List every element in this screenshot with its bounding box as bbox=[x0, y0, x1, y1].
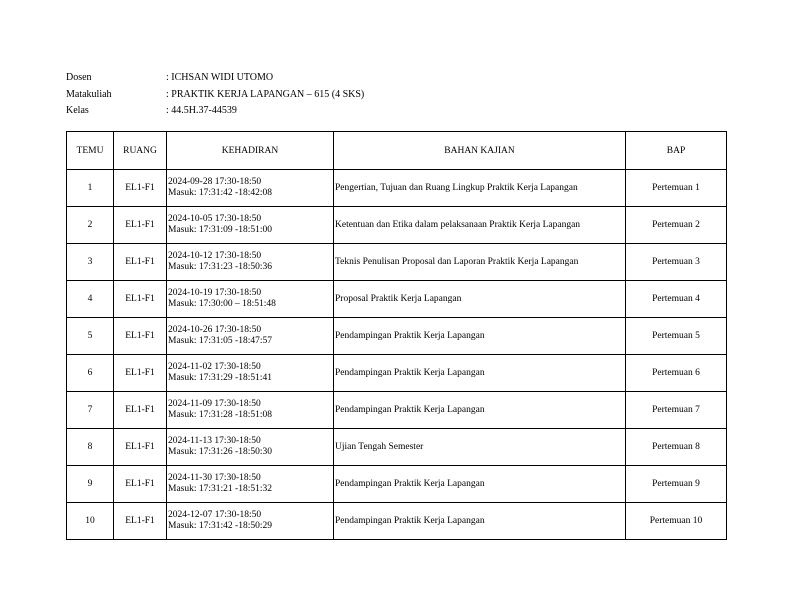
ruang-cell: EL1-F1 bbox=[114, 466, 167, 503]
dosen-value: : ICHSAN WIDI UTOMO bbox=[166, 72, 274, 83]
jadwal-text: 2024-11-02 17:30-18:50 bbox=[168, 362, 261, 372]
kelas-row bbox=[66, 103, 364, 120]
dosen-row bbox=[66, 70, 364, 87]
kehadiran-cell bbox=[167, 318, 334, 355]
table-row bbox=[67, 281, 727, 318]
kehadiran-cell bbox=[167, 244, 334, 281]
temu-cell: 6 bbox=[67, 355, 114, 392]
bahan-kajian-cell: Proposal Praktik Kerja Lapangan bbox=[334, 281, 626, 318]
course-info bbox=[66, 70, 364, 120]
table-row bbox=[67, 503, 727, 540]
temu-cell: 3 bbox=[67, 244, 114, 281]
temu-cell: 5 bbox=[67, 318, 114, 355]
ruang-cell: EL1-F1 bbox=[114, 429, 167, 466]
matakuliah-value: : PRAKTIK KERJA LAPANGAN – 615 (4 SKS) bbox=[166, 88, 365, 100]
bap-cell: Pertemuan 10 bbox=[626, 503, 727, 540]
kehadiran-cell bbox=[167, 207, 334, 244]
masuk-text: Masuk: 17:31:42 -18:50:29 bbox=[168, 521, 272, 531]
table-row bbox=[67, 466, 727, 503]
ruang-cell: EL1-F1 bbox=[114, 281, 167, 318]
column-header-temu: TEMU bbox=[67, 132, 114, 170]
kehadiran-cell bbox=[167, 466, 334, 503]
column-header-ruang: RUANG bbox=[114, 132, 167, 170]
ruang-cell: EL1-F1 bbox=[114, 355, 167, 392]
table-row bbox=[67, 429, 727, 466]
jadwal-text: 2024-10-19 17:30-18:50 bbox=[168, 288, 262, 298]
bap-cell: Pertemuan 8 bbox=[626, 429, 727, 466]
bahan-kajian-cell: Pendampingan Praktik Kerja Lapangan bbox=[334, 355, 626, 392]
bahan-kajian-cell: Pendampingan Praktik Kerja Lapangan bbox=[334, 466, 626, 503]
jadwal-text: 2024-11-09 17:30-18:50 bbox=[168, 399, 261, 409]
jadwal-text: 2024-09-28 17:30-18:50 bbox=[168, 177, 262, 187]
bap-cell: Pertemuan 3 bbox=[626, 244, 727, 281]
ruang-cell: EL1-F1 bbox=[114, 318, 167, 355]
bahan-kajian-cell: Pengertian, Tujuan dan Ruang Lingkup Praktik Kerja Lapangan bbox=[334, 170, 626, 207]
ruang-cell: EL1-F1 bbox=[114, 170, 167, 207]
bahan-kajian-cell: Ketentuan dan Etika dalam pelaksanaan Praktik Kerja Lapangan bbox=[334, 207, 626, 244]
jadwal-text: 2024-10-26 17:30-18:50 bbox=[168, 325, 262, 335]
kehadiran-cell bbox=[167, 392, 334, 429]
ruang-cell: EL1-F1 bbox=[114, 503, 167, 540]
column-header-bahan-kajian: BAHAN KAJIAN bbox=[334, 132, 626, 170]
jadwal-text: 2024-12-07 17:30-18:50 bbox=[168, 510, 262, 520]
table-row bbox=[67, 207, 727, 244]
table-row bbox=[67, 355, 727, 392]
jadwal-text: 2024-11-13 17:30-18:50 bbox=[168, 436, 261, 446]
temu-cell: 7 bbox=[67, 392, 114, 429]
masuk-text: Masuk: 17:31:23 -18:50:36 bbox=[168, 262, 272, 272]
masuk-text: Masuk: 17:31:09 -18:51:00 bbox=[168, 225, 272, 235]
attendance-table bbox=[66, 131, 727, 540]
table-row bbox=[67, 170, 727, 207]
ruang-cell: EL1-F1 bbox=[114, 244, 167, 281]
bap-cell: Pertemuan 2 bbox=[626, 207, 727, 244]
kehadiran-cell bbox=[167, 281, 334, 318]
column-header-kehadiran: KEHADIRAN bbox=[167, 132, 334, 170]
jadwal-text: 2024-11-30 17:30-18:50 bbox=[168, 473, 261, 483]
masuk-text: Masuk: 17:31:26 -18:50:30 bbox=[168, 447, 272, 457]
temu-cell: 9 bbox=[67, 466, 114, 503]
bap-cell: Pertemuan 6 bbox=[626, 355, 727, 392]
jadwal-text: 2024-10-05 17:30-18:50 bbox=[168, 214, 262, 224]
temu-cell: 1 bbox=[67, 170, 114, 207]
table-row bbox=[67, 244, 727, 281]
kehadiran-cell bbox=[167, 429, 334, 466]
temu-cell: 2 bbox=[67, 207, 114, 244]
temu-cell: 8 bbox=[67, 429, 114, 466]
kehadiran-cell bbox=[167, 355, 334, 392]
bap-cell: Pertemuan 1 bbox=[626, 170, 727, 207]
masuk-text: Masuk: 17:31:21 -18:51:32 bbox=[168, 484, 272, 494]
masuk-text: Masuk: 17:30:00 – 18:51:48 bbox=[168, 299, 276, 309]
bap-cell: Pertemuan 5 bbox=[626, 318, 727, 355]
temu-cell: 4 bbox=[67, 281, 114, 318]
kehadiran-cell bbox=[167, 503, 334, 540]
bahan-kajian-cell: Pendampingan Praktik Kerja Lapangan bbox=[334, 318, 626, 355]
table-body bbox=[67, 170, 727, 540]
masuk-text: Masuk: 17:31:42 -18:42:08 bbox=[168, 188, 272, 198]
table-row bbox=[67, 318, 727, 355]
ruang-cell: EL1-F1 bbox=[114, 392, 167, 429]
kehadiran-cell bbox=[167, 170, 334, 207]
matakuliah-row bbox=[66, 87, 364, 104]
temu-cell: 10 bbox=[67, 503, 114, 540]
masuk-text: Masuk: 17:31:05 -18:47:57 bbox=[168, 336, 272, 346]
bahan-kajian-cell: Teknis Penulisan Proposal dan Laporan Praktik Kerja Lapangan bbox=[334, 244, 626, 281]
masuk-text: Masuk: 17:31:29 -18:51:41 bbox=[168, 373, 272, 383]
bahan-kajian-cell: Pendampingan Praktik Kerja Lapangan bbox=[334, 503, 626, 540]
dosen-label: Dosen bbox=[66, 72, 92, 83]
kelas-value: : 44.5H.37-44539 bbox=[166, 105, 237, 116]
matakuliah-label: Matakuliah bbox=[66, 88, 112, 100]
table-row bbox=[67, 392, 727, 429]
bahan-kajian-cell: Ujian Tengah Semester bbox=[334, 429, 626, 466]
bap-cell: Pertemuan 9 bbox=[626, 466, 727, 503]
kelas-label: Kelas bbox=[66, 105, 89, 116]
bap-cell: Pertemuan 4 bbox=[626, 281, 727, 318]
table-header-row bbox=[67, 132, 727, 170]
jadwal-text: 2024-10-12 17:30-18:50 bbox=[168, 251, 262, 261]
column-header-bap: BAP bbox=[626, 132, 727, 170]
bahan-kajian-cell: Pendampingan Praktik Kerja Lapangan bbox=[334, 392, 626, 429]
ruang-cell: EL1-F1 bbox=[114, 207, 167, 244]
bap-cell: Pertemuan 7 bbox=[626, 392, 727, 429]
masuk-text: Masuk: 17:31:28 -18:51:08 bbox=[168, 410, 272, 420]
